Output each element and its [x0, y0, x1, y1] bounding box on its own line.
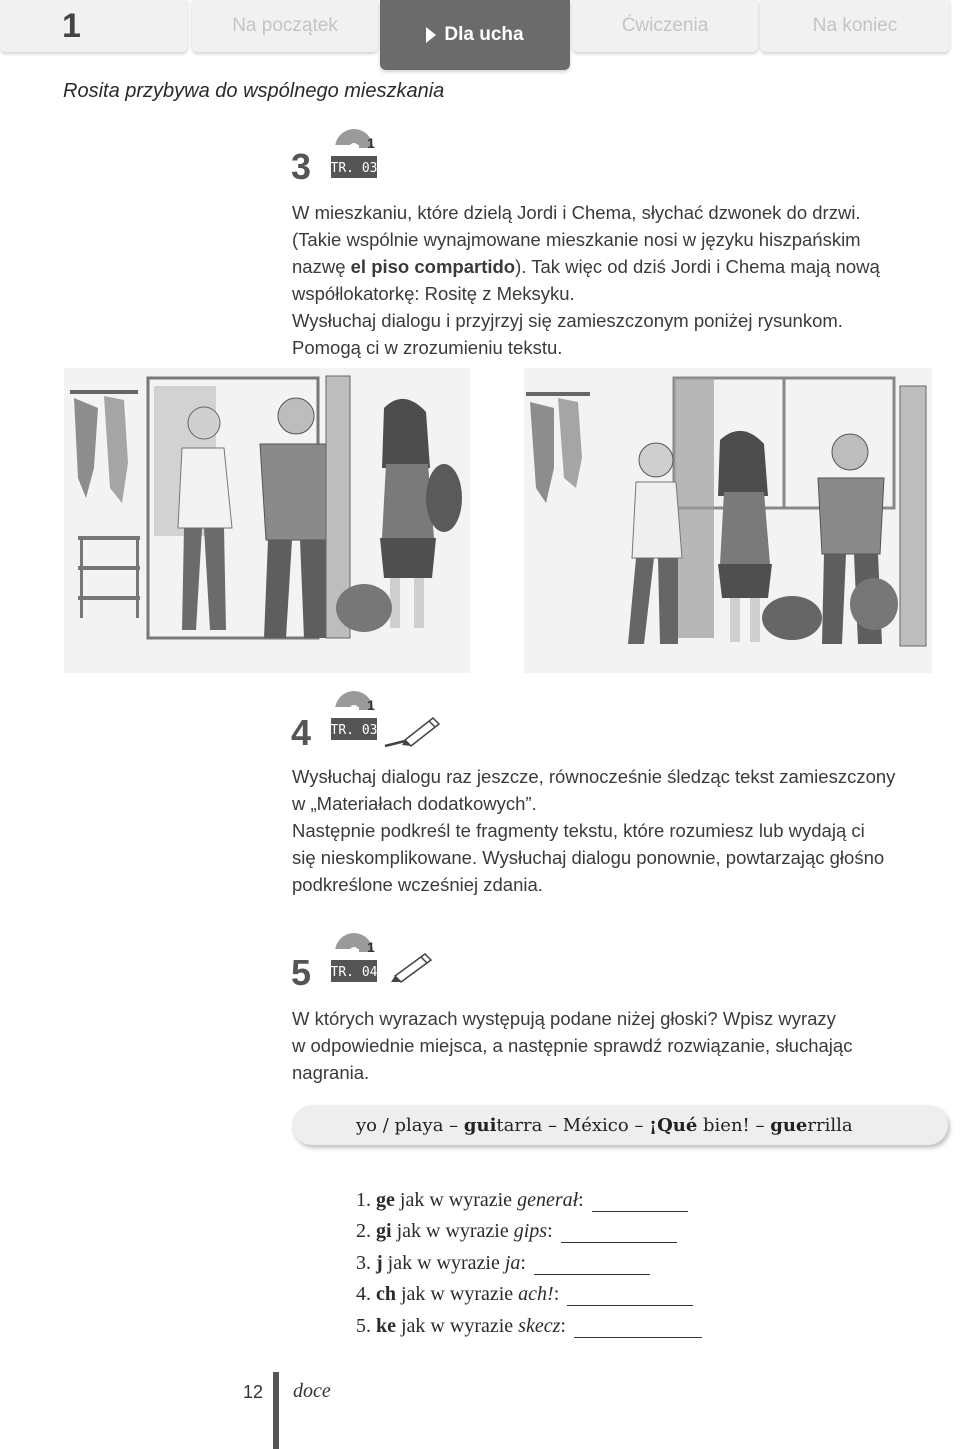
item-number: 1.	[356, 1188, 371, 1211]
answer-blank[interactable]	[574, 1320, 702, 1338]
instruction-line: podkreślone wcześniej zdania.	[292, 874, 543, 895]
example-word: skecz	[518, 1314, 561, 1337]
cd-disc-number: 1	[367, 135, 375, 151]
sound-letters: gi	[376, 1220, 392, 1242]
exercise-4-instructions	[292, 763, 912, 898]
item-text: jak w wyrazie	[399, 1188, 513, 1211]
word-bank-segment: playa	[394, 1114, 444, 1136]
example-word: ach!	[518, 1283, 554, 1305]
instruction-line: nagrania.	[292, 1062, 370, 1083]
sound-letters: j	[376, 1251, 383, 1274]
instruction-line	[292, 199, 912, 226]
word-bank-segment: yo	[356, 1114, 378, 1136]
cd-track-label: TR. 04	[331, 965, 377, 980]
word-bank-segment: gui	[463, 1114, 497, 1136]
footer-divider	[273, 1372, 279, 1449]
text-span: nazwę	[292, 256, 351, 277]
exercise-5-instructions	[292, 1005, 912, 1086]
item-number: 2.	[356, 1220, 371, 1242]
instruction-line	[292, 226, 912, 253]
cd-track-label: TR. 03	[331, 723, 377, 738]
word-bank-segment: rrilla	[807, 1114, 853, 1136]
instruction-line	[292, 253, 912, 280]
cd-track-label: TR. 03	[331, 161, 377, 176]
sound-letters: ke	[376, 1314, 396, 1337]
text-span: Wysłuchaj dialogu i przyjrzyj się zamieszczonym poniżej rysunkom.	[292, 310, 843, 331]
instruction-line: w odpowiednie miejsca, a następnie sprawdź rozwiązanie, słuchając	[292, 1035, 853, 1056]
instruction-line: W których wyrazach występują podane niżej głoski? Wpisz wyrazy	[292, 1008, 836, 1029]
example-word: generał	[517, 1188, 579, 1211]
instruction-line: się nieskomplikowane. Wysłuchaj dialogu ponownie, powtarzając głośno	[292, 847, 885, 868]
item-text: jak w wyrazie	[387, 1251, 500, 1274]
instruction-line	[292, 334, 912, 361]
tab-dla-ucha-label: Dla ucha	[444, 24, 524, 45]
answer-blank[interactable]	[534, 1257, 650, 1275]
word-bank-segment: –	[749, 1114, 771, 1136]
cd-disc-number: 1	[367, 939, 375, 955]
word-bank-segment: –	[542, 1114, 563, 1136]
cd-disc-number: 1	[367, 697, 375, 713]
cd-icon	[331, 126, 377, 180]
cd-icon	[331, 930, 377, 984]
exercise-3-instructions	[292, 199, 912, 361]
example-word: ja	[504, 1251, 521, 1274]
item-number: 3.	[356, 1251, 371, 1274]
word-bank-segment: x	[591, 1114, 603, 1136]
instruction-line	[292, 280, 912, 307]
word-bank-segment: Mé	[562, 1114, 592, 1136]
item-text: jak w wyrazie	[401, 1283, 514, 1305]
instruction-line: Wysłuchaj dialogu raz jeszcze, równocześnie śledząc tekst zamieszczony	[292, 766, 896, 787]
word-bank-segment: bien!	[697, 1114, 750, 1136]
sound-item	[356, 1212, 702, 1244]
pencil-icon	[389, 950, 437, 984]
page-number: 12	[243, 1382, 264, 1402]
answer-blank[interactable]	[592, 1194, 688, 1212]
sound-letters: ge	[376, 1188, 395, 1211]
exercise-number: 3	[291, 146, 312, 187]
answer-blank[interactable]	[561, 1225, 677, 1243]
colon: :	[520, 1251, 526, 1274]
item-text: jak w wyrazie	[396, 1220, 509, 1242]
exercise-number: 5	[291, 952, 312, 993]
instruction-line	[292, 307, 912, 334]
unit-number: 1	[0, 0, 188, 52]
instruction-line: w „Materiałach dodatkowych”.	[292, 793, 537, 814]
colon: :	[547, 1220, 553, 1242]
word-bank-segment: gue	[770, 1114, 808, 1136]
chapter-tabbar	[0, 0, 960, 70]
word-bank-segment: ico	[602, 1114, 629, 1136]
answer-blank[interactable]	[567, 1288, 693, 1306]
word-bank-segment: /	[377, 1114, 395, 1136]
cd-icon	[331, 688, 377, 742]
word-bank-segment: tarra	[496, 1114, 543, 1136]
text-span: W mieszkaniu, które dzielą Jordi i Chema, słychać dzwonek do drzwi.	[292, 202, 861, 223]
word-bank-segment: –	[628, 1114, 650, 1136]
sound-letters: ch	[376, 1283, 396, 1305]
play-triangle-icon	[426, 27, 436, 43]
illustration-rosita-arrives	[64, 368, 470, 673]
sound-item	[356, 1243, 702, 1275]
text-span: (Takie wspólnie wynajmowane mieszkanie nosi w języku hiszpańskim	[292, 229, 861, 250]
colon: :	[553, 1283, 560, 1305]
sound-item	[356, 1275, 702, 1307]
colon: :	[560, 1314, 566, 1337]
word-bank-segment: –	[443, 1114, 464, 1136]
text-span: współlokatorkę: Rositę z Meksyku.	[292, 283, 575, 304]
colon: :	[578, 1188, 584, 1211]
instruction-line: Następnie podkreśl te fragmenty tekstu, które rozumiesz lub wydają ci	[292, 820, 865, 841]
item-text: jak w wyrazie	[401, 1314, 514, 1337]
illustration-greeting-roommates	[524, 368, 932, 673]
word-bank	[292, 1105, 948, 1145]
text-span: Pomogą ci w zrozumieniu tekstu.	[292, 337, 563, 358]
bold-term: el piso compartido	[350, 256, 516, 277]
sound-item	[356, 1306, 702, 1338]
tab-dla-ucha[interactable]	[380, 0, 570, 70]
page-number-word: doce	[293, 1380, 331, 1402]
section-subtitle: Rosita przybywa do wspólnego mieszkania	[63, 80, 445, 102]
pencil-underline-icon	[383, 714, 443, 750]
item-number: 5.	[356, 1314, 371, 1337]
exercise-number: 4	[291, 712, 312, 753]
tab-na-poczatek[interactable]: Na początek	[192, 0, 378, 52]
tab-na-koniec[interactable]: Na koniec	[760, 0, 950, 52]
item-number: 4.	[356, 1283, 371, 1305]
example-word: gips	[513, 1220, 548, 1242]
sound-item	[356, 1180, 702, 1212]
word-bank-segment: ¡Qué	[649, 1114, 698, 1136]
tab-cwiczenia[interactable]: Ćwiczenia	[572, 0, 758, 52]
text-span: ). Tak więc od dziś Jordi i Chema mają nową	[515, 256, 880, 277]
sound-exercise-list	[356, 1180, 702, 1338]
